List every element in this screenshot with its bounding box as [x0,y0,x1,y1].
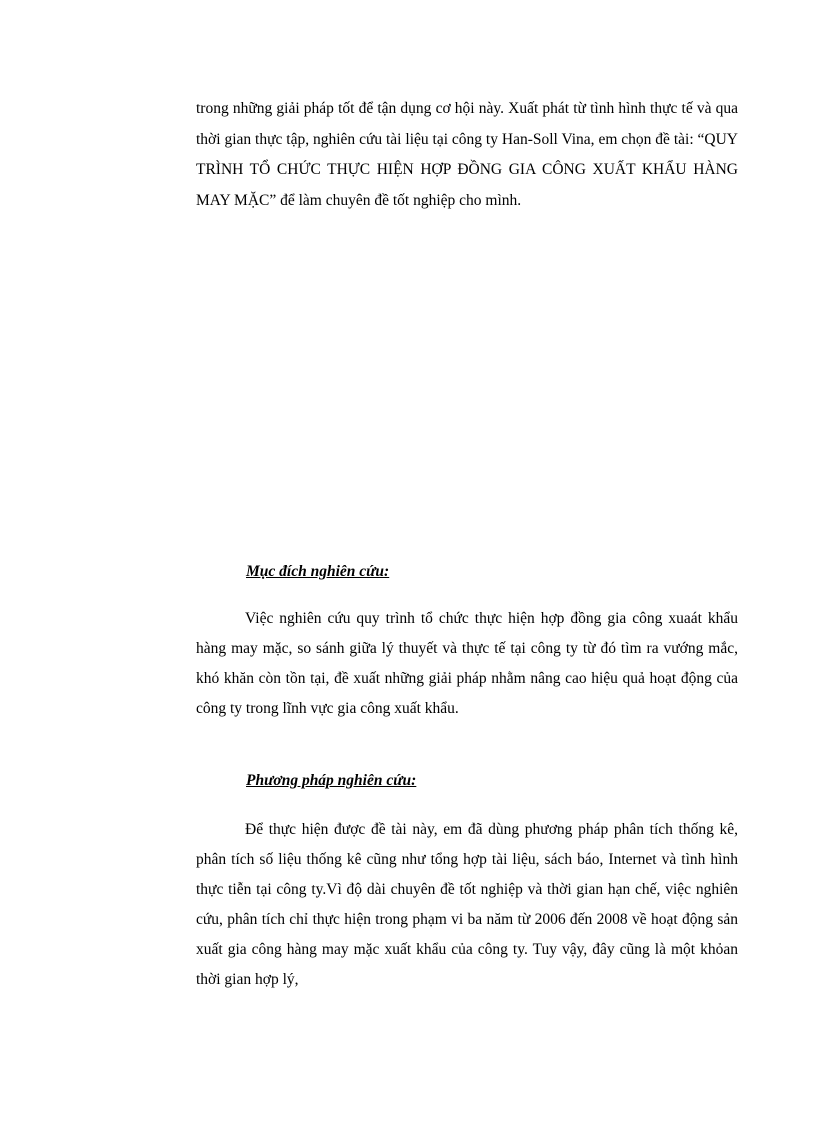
section-paragraph-method: Để thực hiện được đề tài này, em đã dùng phương pháp phân tích thống kê, phân tích số liệu thống kê cũng như tổng hợp tài liệu, sách báo, Internet và tình hình thực tiễn tại công ty.Vì độ dài chuyên đề tốt nghiệp và thời gian hạn chế, việc nghiên cứu, phân tích chỉ thực hiện trong phạm vi ba năm từ 2006 đến 2008 về hoạt động sản xuất gia công hàng may mặc xuất khẩu của công ty. Tuy vậy, đây cũng là một khỏan thời gian hợp lý, [196,821,738,988]
intro-paragraph: trong những giải pháp tốt để tận dụng cơ hội này. Xuất phát từ tình hình thực tế và qua thời gian thực tập, nghiên cứu tài liệu tại công ty Han-Soll Vina, em chọn đề tài: “QUY TRÌNH TỔ CHỨC THỰC HIỆN HỢP ĐỒNG GIA CÔNG XUẤT KHẨU HÀNG MAY MẶC” để làm chuyên đề tốt nghiệp cho mình. [196,100,738,209]
section-paragraph-purpose: Việc nghiên cứu quy trình tổ chức thực hiện hợp đồng gia công xuaát khẩu hàng may mặc, so sánh giữa lý thuyết và thực tế tại công ty từ đó tìm ra vướng mắc, khó khăn còn tồn tại, đề xuất những giải pháp nhằm nâng cao hiệu quả hoạt động của công ty trong lĩnh vực gia công xuất khẩu. [196,610,738,717]
section-heading-purpose: Mục đích nghiên cứu: [246,563,390,580]
section-heading-method: Phương pháp nghiên cứu: [246,772,417,789]
